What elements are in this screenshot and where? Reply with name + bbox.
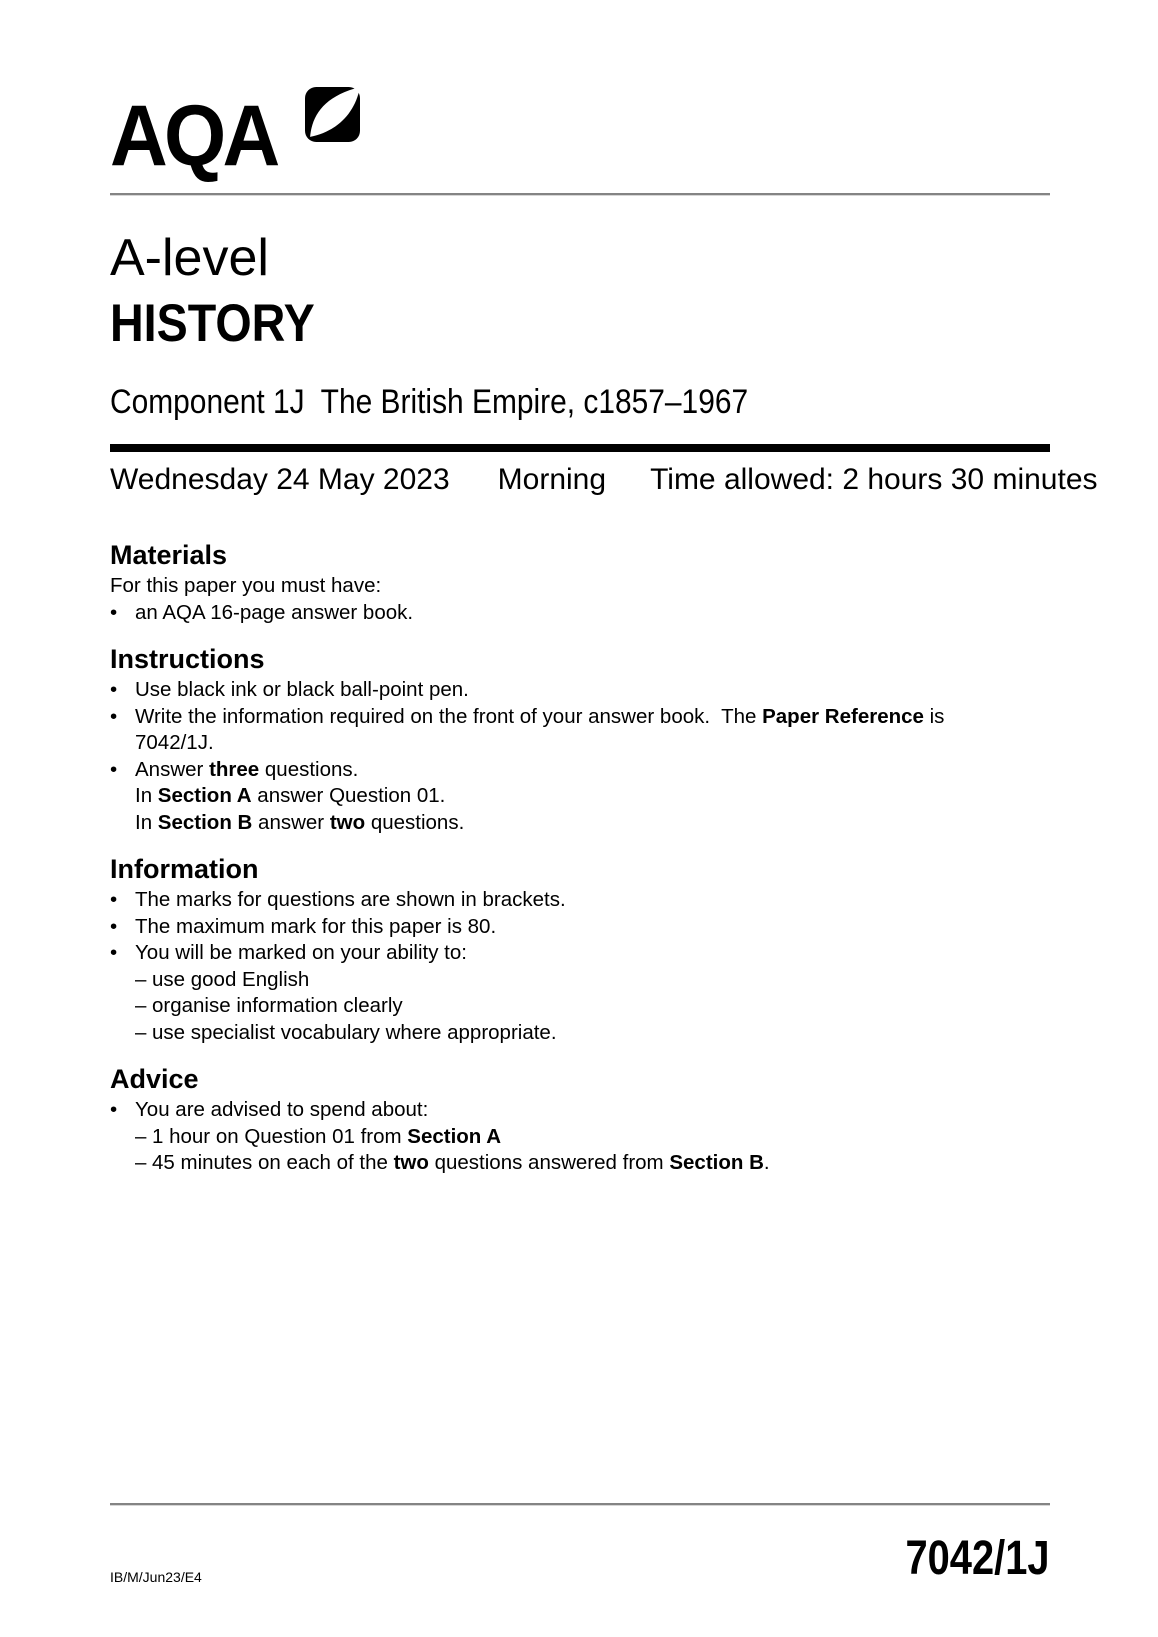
dash-item — [135, 1124, 1050, 1151]
bullet-item — [110, 940, 1050, 967]
footer-reference-code: IB/M/Jun23/E4 — [110, 1569, 202, 1585]
bullet-marker: • — [110, 941, 118, 964]
subject-title: HISTORY — [110, 294, 315, 353]
bullet-text: Answer three questions. — [135, 757, 359, 781]
bullet-continuation-line: 7042/1J. — [135, 731, 214, 754]
section-instructions — [110, 644, 1050, 836]
bullet-marker: • — [110, 678, 118, 701]
section-title: Materials — [110, 540, 228, 570]
bullet-text: Write the information required on the front of your answer book. The Paper Reference is — [135, 704, 945, 728]
aqa-logo-text: AQA — [110, 88, 277, 184]
bullet-continuation-line: In Section B answer two questions. — [135, 810, 465, 834]
section-title: Instructions — [110, 644, 265, 674]
section-intro: For this paper you must have: — [110, 574, 382, 597]
dash-item — [135, 993, 1050, 1020]
dash-text: 1 hour on Question 01 from Section A — [152, 1124, 502, 1148]
dash-marker: – — [135, 1151, 147, 1174]
bullet-item — [110, 600, 1050, 627]
dash-item — [135, 967, 1050, 994]
time-allowed: Time allowed: 2 hours 30 minutes — [650, 463, 1098, 496]
section-title: Advice — [110, 1064, 199, 1094]
bullet-text: The marks for questions are shown in brackets. — [135, 888, 566, 911]
dash-marker: – — [135, 994, 147, 1017]
dash-marker: – — [135, 1020, 147, 1044]
footer-divider — [110, 1503, 1050, 1506]
dash-text: use specialist vocabulary where appropriate. — [152, 1020, 557, 1044]
section-title: Information — [110, 854, 259, 884]
bullet-marker: • — [110, 914, 118, 938]
dash-item — [135, 1020, 1050, 1047]
section-information — [110, 854, 1050, 1046]
bullet-text: an AQA 16-page answer book. — [135, 600, 414, 624]
header-divider — [110, 193, 1050, 196]
bullet-text: You are advised to spend about: — [135, 1098, 429, 1121]
dash-text: 45 minutes on each of the two questions answered from Section B. — [152, 1151, 770, 1174]
sections — [110, 540, 1050, 1177]
bullet-continuation-line: In Section A answer Question 01. — [135, 784, 446, 807]
dash-marker: – — [135, 967, 147, 991]
bullet-item — [110, 704, 1050, 731]
section-advice — [110, 1064, 1050, 1177]
exam-session: Morning — [497, 463, 607, 496]
bullet-text: The maximum mark for this paper is 80. — [135, 914, 497, 938]
bullet-item — [110, 677, 1050, 704]
dash-item — [135, 1150, 1050, 1177]
paper-code: 7042/1J — [905, 1532, 1050, 1585]
dash-text: organise information clearly — [152, 994, 403, 1017]
bullet-item — [110, 887, 1050, 914]
bullet-marker: • — [110, 757, 118, 781]
exam-date: Wednesday 24 May 2023 — [110, 463, 450, 496]
dash-text: use good English — [152, 967, 310, 991]
bullet-marker: • — [110, 704, 118, 728]
bullet-item — [110, 914, 1050, 941]
session-row — [110, 465, 1098, 495]
section-materials — [110, 540, 1050, 626]
bullet-text: Use black ink or black ball-point pen. — [135, 678, 469, 701]
qualification-title: A-level — [110, 229, 269, 287]
bullet-marker: • — [110, 600, 118, 624]
bullet-item — [110, 757, 1050, 784]
bullet-marker: • — [110, 888, 118, 911]
bullet-marker: • — [110, 1098, 118, 1121]
dash-marker: – — [135, 1124, 147, 1148]
aqa-leaf-icon — [305, 87, 360, 142]
bullet-text: You will be marked on your ability to: — [135, 941, 467, 964]
bullet-item — [110, 1097, 1050, 1124]
component-line: Component 1J The British Empire, c1857–1967 — [110, 383, 749, 421]
title-bar-rule — [110, 444, 1050, 452]
